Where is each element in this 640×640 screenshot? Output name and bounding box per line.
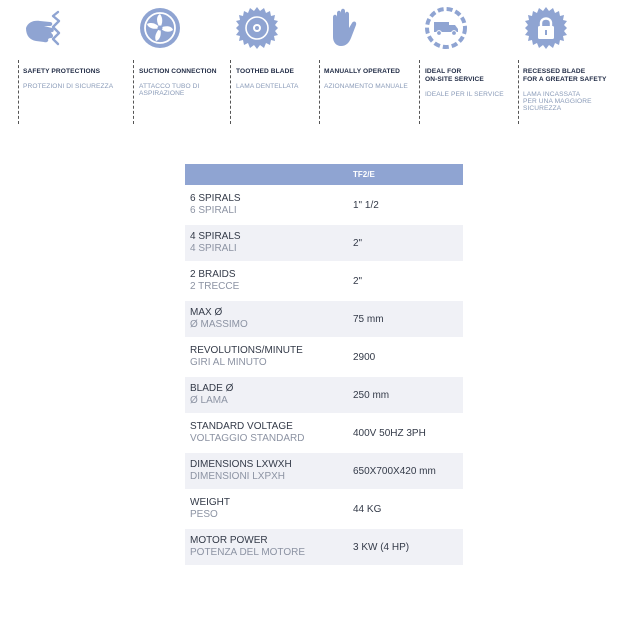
spec-label-it: PESO [190,509,218,520]
spec-label-it: Ø LAMA [190,395,228,406]
feature-subtitle: IDEALE PER IL SERVICE [425,91,504,98]
table-row [185,224,463,262]
spec-value: 650X700X420 mm [350,452,463,490]
feature-title: MANUALLY OPERATED [324,68,400,75]
divider [518,60,519,124]
toothed-blade-icon [235,6,279,50]
feature-title: TOOTHED BLADE [236,68,294,75]
feature-subtitle: AZIONAMENTO MANUALE [324,83,408,90]
spec-label [185,414,350,452]
divider [319,60,320,124]
spec-label-it: Ø MASSIMO [190,319,248,330]
spec-table [185,164,463,565]
divider [419,60,420,124]
spec-label [185,338,350,376]
spec-label-en: WEIGHT [190,497,230,508]
spec-label [185,300,350,338]
spec-value: 2" [350,262,463,300]
feature-subtitle: PROTEZIONI DI SICUREZZA [23,83,114,90]
feature-manually-operated [319,0,419,126]
spec-label-en: 2 BRAIDS [190,269,236,280]
spec-table-body [185,186,463,565]
spec-label-en: BLADE Ø [190,383,234,394]
feature-subtitle: ATTACCO TUBO DI ASPIRAZIONE [139,83,200,97]
lock-blade-icon [524,6,568,50]
spec-label-en: STANDARD VOLTAGE [190,421,293,432]
spec-value: 400V 50HZ 3PH [350,414,463,452]
spec-value: 44 KG [350,490,463,528]
spec-value: 2" [350,224,463,262]
table-row [185,376,463,414]
table-row [185,452,463,490]
spec-label-en: DIMENSIONS LXWXH [190,459,292,470]
spec-label-en: 6 SPIRALS [190,193,241,204]
spec-value: 2900 [350,338,463,376]
feature-subtitle: LAMA DENTELLATA [236,83,299,90]
divider [230,60,231,124]
spec-label [185,490,350,528]
feature-title: IDEAL FOR ON-SITE SERVICE [425,68,484,83]
spec-value: 75 mm [350,300,463,338]
feature-title: RECESSED BLADE FOR A GREATER SAFETY [523,68,607,83]
spec-table-header [185,164,463,186]
spec-label-en: REVOLUTIONS/MINUTE [190,345,303,356]
feature-subtitle: LAMA INCASSATA PER UNA MAGGIORE SICUREZZA [523,91,592,112]
spec-label-it: 4 SPIRALI [190,243,237,254]
table-row [185,490,463,528]
feature-title: SUCTION CONNECTION [139,68,217,75]
spec-label-en: MAX Ø [190,307,223,318]
divider [133,60,134,124]
feature-recessed-blade [518,0,638,126]
spec-label [185,376,350,414]
spec-label [185,186,350,224]
spec-label [185,452,350,490]
truck-onsite-icon [424,6,468,50]
features-strip [0,0,640,130]
spec-value: 1" 1/2 [350,186,463,224]
table-row [185,186,463,224]
spec-label-en: 4 SPIRALS [190,231,241,242]
spec-label [185,224,350,262]
hand-icon [321,6,365,50]
spec-label-it: GIRI AL MINUTO [190,357,267,368]
spec-label-it: 6 SPIRALI [190,205,237,216]
spec-value: 250 mm [350,376,463,414]
spec-label-it: VOLTAGGIO STANDARD [190,433,305,444]
model-name: TF2/E [185,164,463,186]
table-row [185,262,463,300]
hand-protection-icon [22,6,66,50]
feature-safety-protections [18,0,132,126]
spec-label-it: POTENZA DEL MOTORE [190,547,306,558]
divider [18,60,19,124]
spec-label-it: DIMENSIONI LXPXH [190,471,286,482]
spec-label [185,528,350,565]
spec-label-en: MOTOR POWER [190,535,268,546]
table-row [185,414,463,452]
spec-value: 3 KW (4 HP) [350,528,463,565]
suction-fan-icon [138,6,182,50]
table-row [185,528,463,565]
feature-suction-connection [134,0,230,126]
spec-label-it: 2 TRECCE [190,281,240,292]
feature-title: SAFETY PROTECTIONS [23,68,101,75]
feature-onsite-service [420,0,517,126]
spec-label [185,262,350,300]
table-row [185,300,463,338]
table-row [185,338,463,376]
feature-toothed-blade [231,0,319,126]
